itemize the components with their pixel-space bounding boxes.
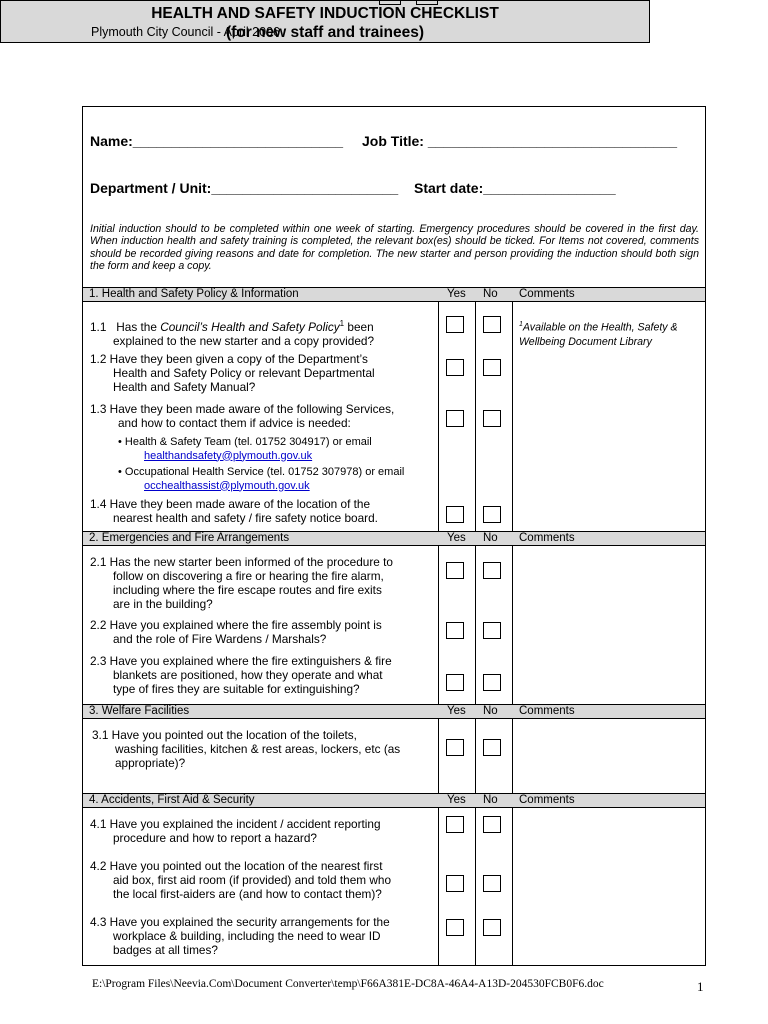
email-link[interactable]: healthandsafety@plymouth.gov.uk	[144, 449, 313, 462]
yes-header: Yes	[447, 288, 466, 300]
question-2-3	[90, 654, 435, 696]
question-text: Has the	[116, 319, 161, 334]
yes-header: Yes	[447, 794, 466, 806]
question-text: 4.3 Have you explained the security arrangements for the	[90, 915, 390, 929]
footer-file-path: E:\Program Files\Neevia.Com\Document Converter\temp\F66A381E-DC8A-46A4-A13D-204530FCB0F6.doc	[92, 978, 604, 990]
question-text: 2.3 Have you explained where the fire extinguishers & fire	[90, 654, 392, 668]
no-checkbox[interactable]	[483, 316, 501, 333]
document-title: HEALTH AND SAFETY INDUCTION CHECKLIST	[151, 5, 499, 22]
bullet-text: • Health & Safety Team (tel. 01752 304917) or email	[118, 436, 372, 448]
question-text: procedure and how to report a hazard?	[113, 831, 317, 845]
no-header: No	[483, 288, 498, 300]
page-number: 1	[697, 979, 704, 994]
yes-checkbox[interactable]	[446, 562, 464, 579]
yes-checkbox[interactable]	[446, 506, 464, 523]
name-field[interactable]: Name:___________________________	[90, 133, 344, 149]
question-text: 4.1 Have you explained the incident / accident reporting	[90, 817, 381, 831]
question-text: been	[344, 319, 374, 334]
yes-checkbox[interactable]	[446, 622, 464, 639]
question-3-1	[92, 728, 437, 770]
comment-note-text: Available on the Health, Safety & Wellbeing Document Library	[519, 321, 678, 348]
bullet-occupational-health	[118, 466, 404, 493]
no-checkbox[interactable]	[483, 919, 501, 936]
policy-name: Council’s Health and Safety Policy	[160, 319, 340, 334]
no-checkbox[interactable]	[483, 506, 501, 523]
footnote-mark: 1	[519, 321, 523, 328]
no-checkbox[interactable]	[483, 359, 501, 376]
comment-note	[519, 318, 704, 349]
question-text: nearest health and safety / fire safety notice board.	[113, 511, 378, 525]
question-text: are in the building?	[113, 597, 213, 611]
question-text: 1.2 Have they been given a copy of the Department’s	[90, 352, 368, 366]
question-text: 3.1 Have you pointed out the location of the toilets,	[92, 728, 357, 742]
yes-checkbox[interactable]	[446, 816, 464, 833]
start-date-field[interactable]: Start date:_________________	[414, 180, 616, 196]
question-text: aid box, first aid room (if provided) and told them who	[113, 873, 392, 887]
question-1-1	[90, 317, 435, 348]
question-text: appropriate)?	[115, 756, 186, 770]
no-checkbox[interactable]	[483, 562, 501, 579]
question-text: workplace & building, including the need to wear ID	[113, 929, 381, 943]
question-text: the local first-aiders are (and how to contact them)?	[113, 887, 382, 901]
no-header: No	[483, 705, 498, 717]
question-text: blankets are positioned, how they operate and what	[113, 668, 383, 682]
no-checkbox[interactable]	[483, 410, 501, 427]
header-org: Plymouth City Council - April 2006	[91, 25, 280, 39]
yes-checkbox[interactable]	[446, 739, 464, 756]
question-1-2	[90, 352, 435, 394]
question-text: Health and Safety Manual?	[113, 380, 256, 394]
intro-text: Initial induction should to be completed within one week of starting. Emergency procedures should be covered in the first day. When induction health and safety training is completed, the relevant box(es) should be ticked. For Items not covered, comments should be recorded giving reasons and date for completion. The new starter and person providing the induction should both sign the form and keep a copy.	[90, 223, 699, 272]
question-text: washing facilities, kitchen & rest areas, lockers, etc (as	[115, 742, 401, 756]
question-text: Health and Safety Policy or relevant Departmental	[113, 366, 375, 380]
question-1-4	[90, 497, 435, 525]
yes-header: Yes	[447, 705, 466, 717]
no-checkbox[interactable]	[483, 875, 501, 892]
no-header: No	[483, 532, 498, 544]
section-header	[83, 531, 705, 546]
no-header: No	[483, 794, 498, 806]
footnote-mark: 1	[339, 319, 345, 328]
yes-checkbox[interactable]	[446, 674, 464, 691]
document-subtitle: (for new staff and trainees)	[225, 24, 425, 41]
column-divider	[475, 287, 476, 966]
bullet-health-safety-team	[118, 436, 372, 463]
question-text: including where the fire escape routes and fire exits	[113, 583, 382, 597]
yes-checkbox[interactable]	[446, 875, 464, 892]
department-field[interactable]: Department / Unit:________________________	[90, 180, 399, 196]
comments-header: Comments	[519, 288, 575, 300]
yes-checkbox[interactable]	[446, 410, 464, 427]
yes-checkbox[interactable]	[446, 919, 464, 936]
section-header	[83, 287, 705, 302]
question-text: 4.2 Have you pointed out the location of the nearest first	[90, 859, 383, 873]
question-text: 2.1 Has the new starter been informed of the procedure to	[90, 555, 393, 569]
question-text: type of fires they are suitable for extinguishing?	[113, 682, 360, 696]
no-checkbox[interactable]	[483, 816, 501, 833]
question-4-1	[90, 817, 435, 845]
question-text: 1.4 Have they been made aware of the location of the	[90, 497, 371, 511]
section-title: 2. Emergencies and Fire Arrangements	[89, 532, 290, 544]
section-title: 1. Health and Safety Policy & Information	[89, 288, 299, 300]
page-edge-box	[379, 0, 401, 5]
question-text: and the role of Fire Wardens / Marshals?	[113, 632, 327, 646]
question-2-1	[90, 555, 435, 611]
comments-header: Comments	[519, 532, 575, 544]
column-divider	[438, 287, 439, 966]
section-title: 3. Welfare Facilities	[89, 705, 190, 717]
comments-header: Comments	[519, 794, 575, 806]
no-checkbox[interactable]	[483, 622, 501, 639]
yes-header: Yes	[447, 532, 466, 544]
job-title-field[interactable]: Job Title: ________________________________	[362, 133, 678, 149]
question-text: 2.2 Have you explained where the fire assembly point is	[90, 618, 382, 632]
yes-checkbox[interactable]	[446, 316, 464, 333]
question-text: and how to contact them if advice is needed:	[118, 416, 351, 430]
question-1-3	[90, 402, 435, 430]
column-divider	[512, 287, 513, 966]
section-title: 4. Accidents, First Aid & Security	[89, 794, 255, 806]
question-4-3	[90, 915, 435, 957]
section-header	[83, 793, 705, 808]
question-number: 1.1	[90, 319, 107, 334]
no-checkbox[interactable]	[483, 739, 501, 756]
question-text: badges at all times?	[113, 943, 218, 957]
page-edge-box	[416, 0, 438, 5]
bullet-text: • Occupational Health Service (tel. 01752 307978) or email	[118, 466, 405, 478]
comments-header: Comments	[519, 705, 575, 717]
no-checkbox[interactable]	[483, 674, 501, 691]
section-header	[83, 704, 705, 719]
question-4-2	[90, 859, 435, 901]
email-link[interactable]: occhealthassist@plymouth.gov.uk	[144, 479, 310, 492]
question-2-2	[90, 618, 435, 646]
question-text: follow on discovering a fire or hearing the fire alarm,	[113, 569, 384, 583]
question-text: explained to the new starter and a copy provided?	[113, 333, 375, 348]
yes-checkbox[interactable]	[446, 359, 464, 376]
question-text: 1.3 Have they been made aware of the following Services,	[90, 402, 395, 416]
